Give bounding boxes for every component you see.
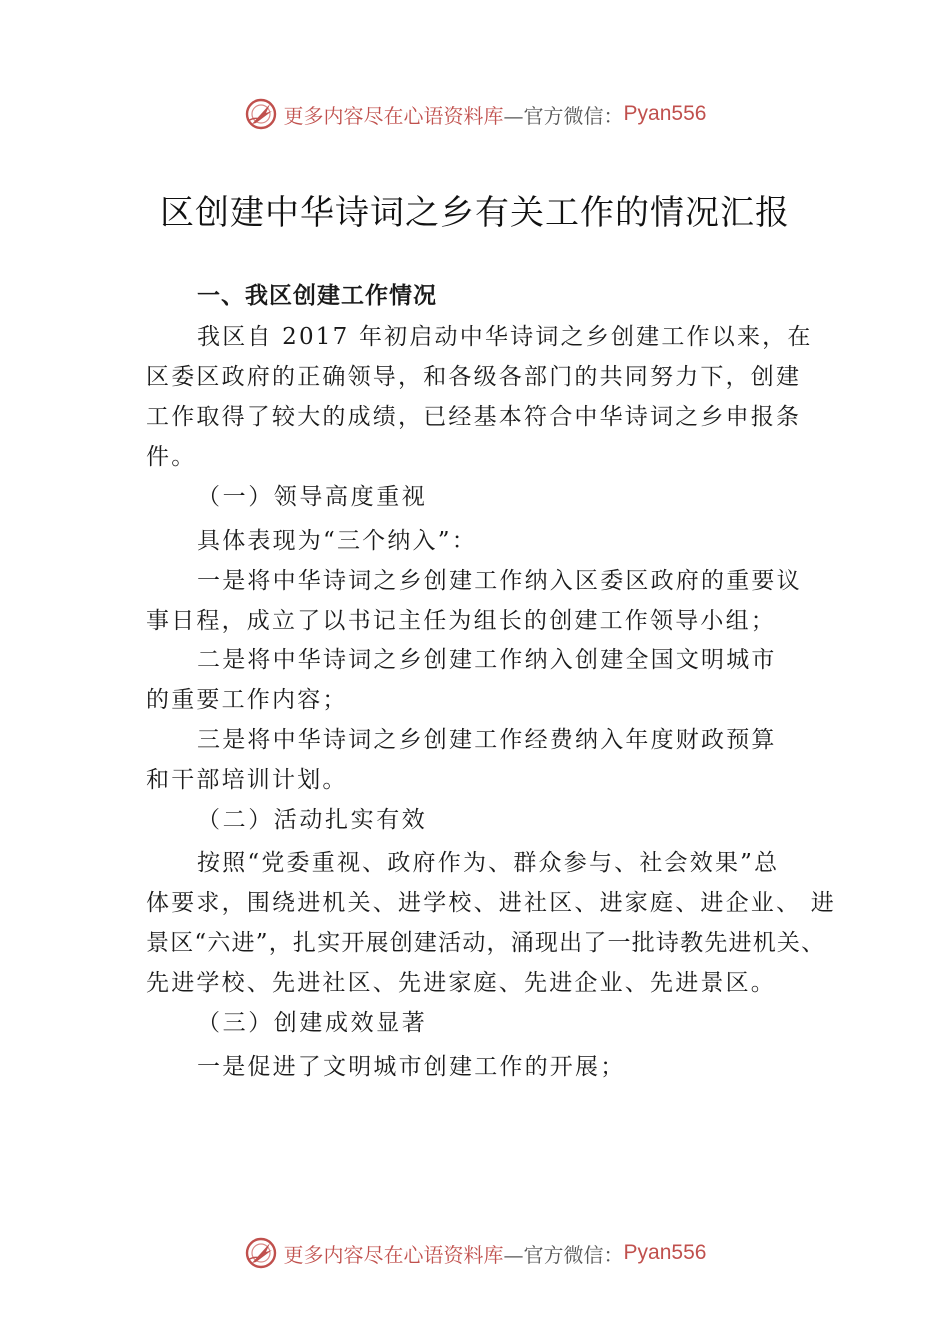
paragraph-line: 的重要工作内容； bbox=[146, 687, 348, 713]
feather-seal-icon bbox=[244, 1236, 278, 1270]
paragraph-line: 一是促进了文明城市创建工作的开展； bbox=[197, 1054, 626, 1080]
footer-banner bbox=[0, 1233, 950, 1273]
paragraph-line: 和干部培训计划。 bbox=[146, 767, 348, 793]
subsection-heading: （二）活动扎实有效 bbox=[197, 807, 428, 833]
banner-wechat-id: Pyan556 bbox=[623, 1241, 707, 1264]
banner-main-text: 更多内容尽在心语资料库 bbox=[283, 1242, 504, 1267]
paragraph-line: 我区自 2017 年初启动中华诗词之乡创建工作以来，在 bbox=[197, 324, 813, 350]
paragraph-line: 先进学校、先进社区、先进家庭、先进企业、先进景区。 bbox=[146, 970, 776, 996]
paragraph-line: 工作取得了较大的成绩，已经基本符合中华诗词之乡申报条 bbox=[146, 404, 802, 430]
document-title: 区创建中华诗词之乡有关工作的情况汇报 bbox=[160, 193, 790, 233]
subsection-heading: （三）创建成效显著 bbox=[197, 1010, 428, 1036]
paragraph-line: 按照“党委重视、政府作为、群众参与、社会效果”总 bbox=[197, 850, 780, 876]
banner-main-text: 更多内容尽在心语资料库 bbox=[283, 103, 504, 128]
paragraph-line: 景区“六进”，扎实开展创建活动，涌现出了一批诗教先进机关、 bbox=[146, 930, 826, 956]
paragraph-line: 三是将中华诗词之乡创建工作经费纳入年度财政预算 bbox=[197, 727, 777, 753]
paragraph-line: 二是将中华诗词之乡创建工作纳入创建全国文明城市 bbox=[197, 647, 777, 673]
paragraph-line: 件。 bbox=[146, 444, 197, 470]
section-heading: 一、我区创建工作情况 bbox=[197, 283, 437, 309]
paragraph-line: 一是将中华诗词之乡创建工作纳入区委区政府的重要议 bbox=[197, 568, 802, 594]
banner-wechat-id: Pyan556 bbox=[623, 102, 707, 125]
subsection-heading: （一）领导高度重视 bbox=[197, 484, 428, 510]
paragraph-line: 具体表现为“三个纳入”： bbox=[197, 528, 477, 554]
banner-separator: —官方微信： bbox=[503, 1242, 624, 1267]
banner-separator: —官方微信： bbox=[503, 103, 624, 128]
feather-seal-icon bbox=[244, 97, 278, 131]
paragraph-line: 事日程，成立了以书记主任为组长的创建工作领导小组； bbox=[146, 608, 776, 634]
paragraph-line: 体要求，围绕进机关、进学校、进社区、进家庭、进企业、 进 bbox=[146, 890, 836, 916]
header-banner bbox=[0, 94, 950, 134]
paragraph-line: 区委区政府的正确领导，和各级各部门的共同努力下，创建 bbox=[146, 364, 802, 390]
